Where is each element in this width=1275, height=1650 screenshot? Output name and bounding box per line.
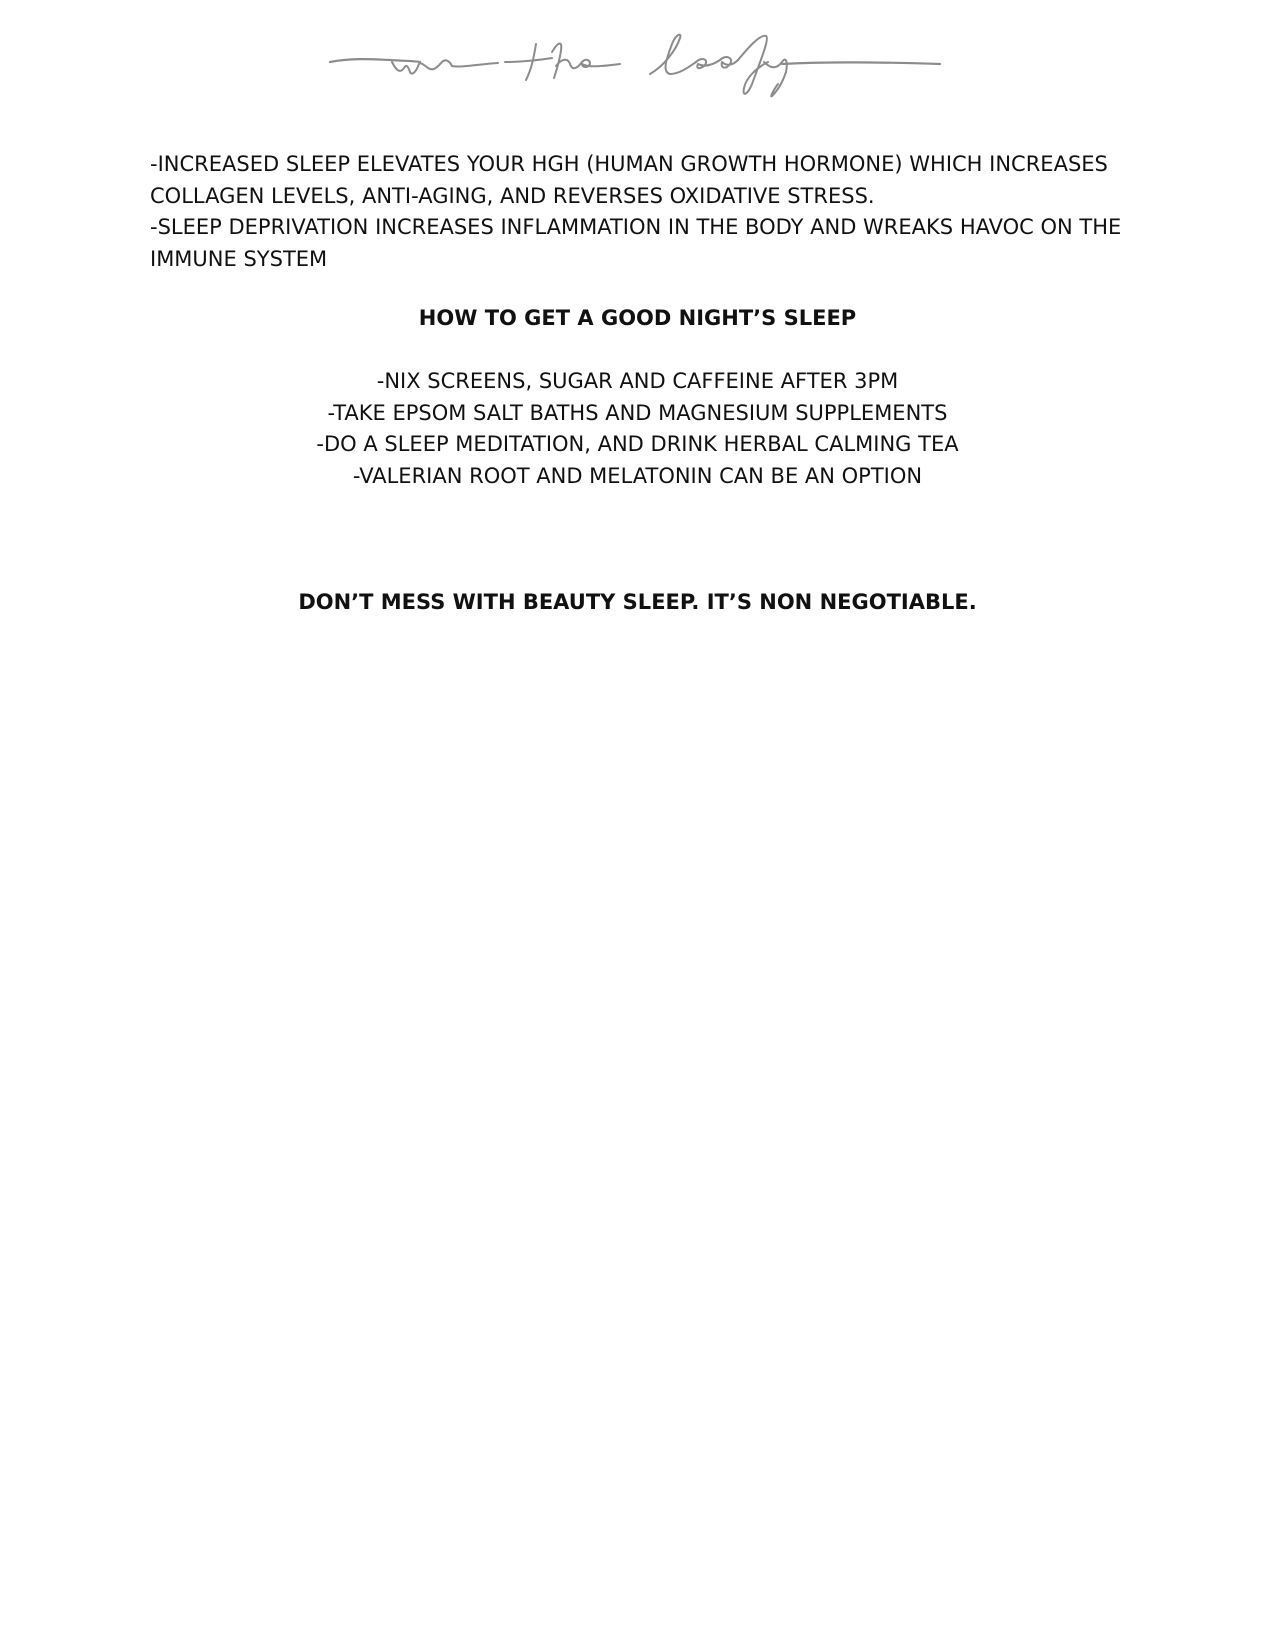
intro-paragraph-hgh: -INCREASED SLEEP ELEVATES YOUR HGH (HUMAN GROWTH HORMONE) WHICH INCREASES COLLAGEN LEVELS, ANTI-AGING, AND REVERSES OXIDATIVE STRESS. bbox=[150, 152, 1108, 208]
section-heading: HOW TO GET A GOOD NIGHT’S SLEEP bbox=[418, 306, 857, 330]
list-item: -NIX SCREENS, SUGAR AND CAFFEINE AFTER 3PM bbox=[376, 369, 899, 393]
brand-logo bbox=[320, 22, 945, 100]
script-logo-graphic bbox=[320, 22, 945, 100]
intro-paragraph-sleep-deprivation: -SLEEP DEPRIVATION INCREASES INFLAMMATION IN THE BODY AND WREAKS HAVOC ON THE IMMUNE SYSTEM bbox=[150, 215, 1122, 271]
list-item: -VALERIAN ROOT AND MELATONIN CAN BE AN OPTION bbox=[352, 463, 923, 488]
list-item: -TAKE EPSOM SALT BATHS AND MAGNESIUM SUPPLEMENTS bbox=[327, 400, 948, 425]
list-item: -DO A SLEEP MEDITATION, AND DRINK HERBAL CALMING TEA bbox=[316, 432, 959, 456]
intro-text bbox=[150, 149, 1150, 275]
closing-statement: DON’T MESS WITH BEAUTY SLEEP. IT’S NON NEGOTIABLE. bbox=[298, 590, 977, 614]
sleep-tips-list bbox=[0, 366, 1275, 492]
